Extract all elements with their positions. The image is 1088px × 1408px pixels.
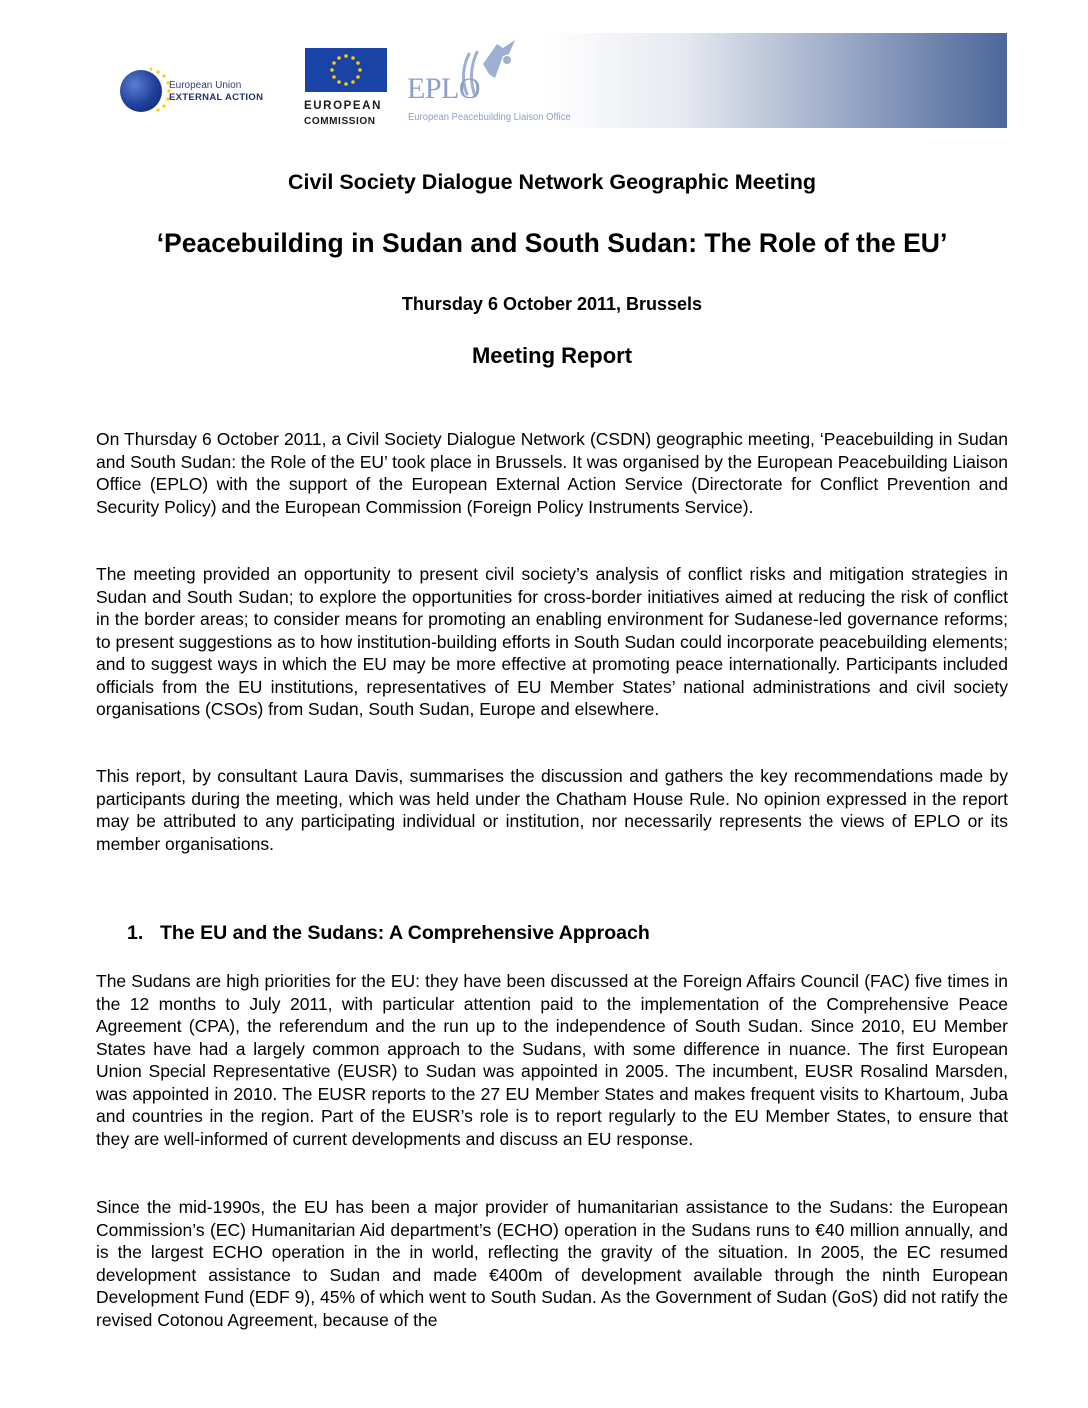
- meeting-date-place: Thursday 6 October 2011, Brussels: [401, 294, 703, 314]
- ec-logo-line1: EUROPEAN: [304, 100, 382, 112]
- eeas-logo-line2: EXTERNAL ACTION: [169, 92, 264, 103]
- eu-flag-icon: [305, 48, 387, 92]
- section-1-heading: [127, 922, 650, 945]
- eplo-logo-tagline: European Peacebuilding Liaison Office: [408, 111, 571, 123]
- section-1-number: 1.: [127, 922, 144, 944]
- eplo-logo-name: EPLO: [407, 72, 480, 105]
- intro-paragraph-2: The meeting provided an opportunity to present civil society’s analysis of conflict risks and mitigation strategies in Sudan and South Sudan; to explore the opportunities for cross-border initiatives aimed at reducing the risk of conflict in the border areas; to consider means for promoting an enabling environment for Sudanese-led governance reforms; to present suggestions as to how institution-building efforts in South Sudan could incorporate peacebuilding elements; and to suggest ways in which the EU may be more effective at promoting peace internationally. Participants included officials from the EU institutions, representatives of EU Member States’ national administrations and civil society organisations (CSOs) from Sudan, South Sudan, Europe and elsewhere.: [96, 564, 1008, 719]
- page-header: [0, 0, 1088, 140]
- header-gradient-band: [545, 33, 1007, 128]
- intro-paragraph-3: This report, by consultant Laura Davis, summarises the discussion and gathers the key recommendations made by participants during the meeting, which was held under the Chatham House Rule. No opinion expressed in the report may be attributed to any participating individual or institution, nor necessarily represents the views of EPLO or its member organisations.: [96, 766, 1008, 854]
- section-1-paragraph-1: The Sudans are high priorities for the EU: they have been discussed at the Foreign Affairs Council (FAC) five times in the 12 months to July 2011, with particular attention paid to the implementation of the Comprehensive Peace Agreement (CPA), the referendum and the run up to the independence of South Sudan. Since 2010, EU Member States have had a largely common approach to the Sudans, with some difference in nuance. The first European Union Special Representative (EUSR) to Sudan was appointed in 2005. The incumbent, EUSR Rosalind Marsden, was appointed in 2010. The EUSR reports to the 27 EU Member States and makes frequent visits to Khartoum, Juba and countries in the region. Part of the EUSR’s role is to report regularly to the EU Member States, to ensure that they are well-informed of current developments and discuss an EU response.: [96, 971, 1008, 1149]
- eeas-stars-icon: [116, 66, 176, 116]
- intro-paragraph-1: On Thursday 6 October 2011, a Civil Society Dialogue Network (CSDN) geographic meeting, ‘Peacebuilding in Sudan and South Sudan: the Role of the EU’ took place in Brussels. It was organised by the European Peacebuilding Liaison Office (EPLO) with the support of the European External Action Service (Directorate for Conflict Prevention and Security Policy) and the European Commission (Foreign Policy Instruments Service).: [96, 429, 1008, 517]
- section-1-paragraph-2: Since the mid-1990s, the EU has been a major provider of humanitarian assistance to the Sudans: the European Commission’s (EC) Humanitarian Aid department’s (ECHO) operation in the Sudans runs to €40 million annually, and is the largest ECHO operation in the in world, reflecting the gravity of the situation. In 2005, the EC resumed development assistance to Sudan and made €400m of development available through the ninth European Development Fund (EDF 9), 45% of which went to South Sudan. As the Government of Sudan (GoS) did not ratify the revised Cotonou Agreement, because of the: [96, 1197, 1008, 1330]
- network-title: Civil Society Dialogue Network Geographic Meeting: [287, 170, 817, 194]
- eu-flag-stars-icon: [305, 48, 387, 92]
- eeas-logo: [116, 66, 286, 116]
- eplo-logo: [405, 34, 571, 130]
- section-1-title: The EU and the Sudans: A Comprehensive Approach: [160, 922, 650, 944]
- eeas-logo-line1: European Union: [169, 80, 242, 91]
- european-commission-logo: [304, 48, 394, 130]
- report-type-heading: Meeting Report: [471, 343, 633, 368]
- ec-logo-line2: COMMISSION: [304, 116, 376, 127]
- report-main-title: ‘Peacebuilding in Sudan and South Sudan: The Role of the EU’: [156, 228, 948, 258]
